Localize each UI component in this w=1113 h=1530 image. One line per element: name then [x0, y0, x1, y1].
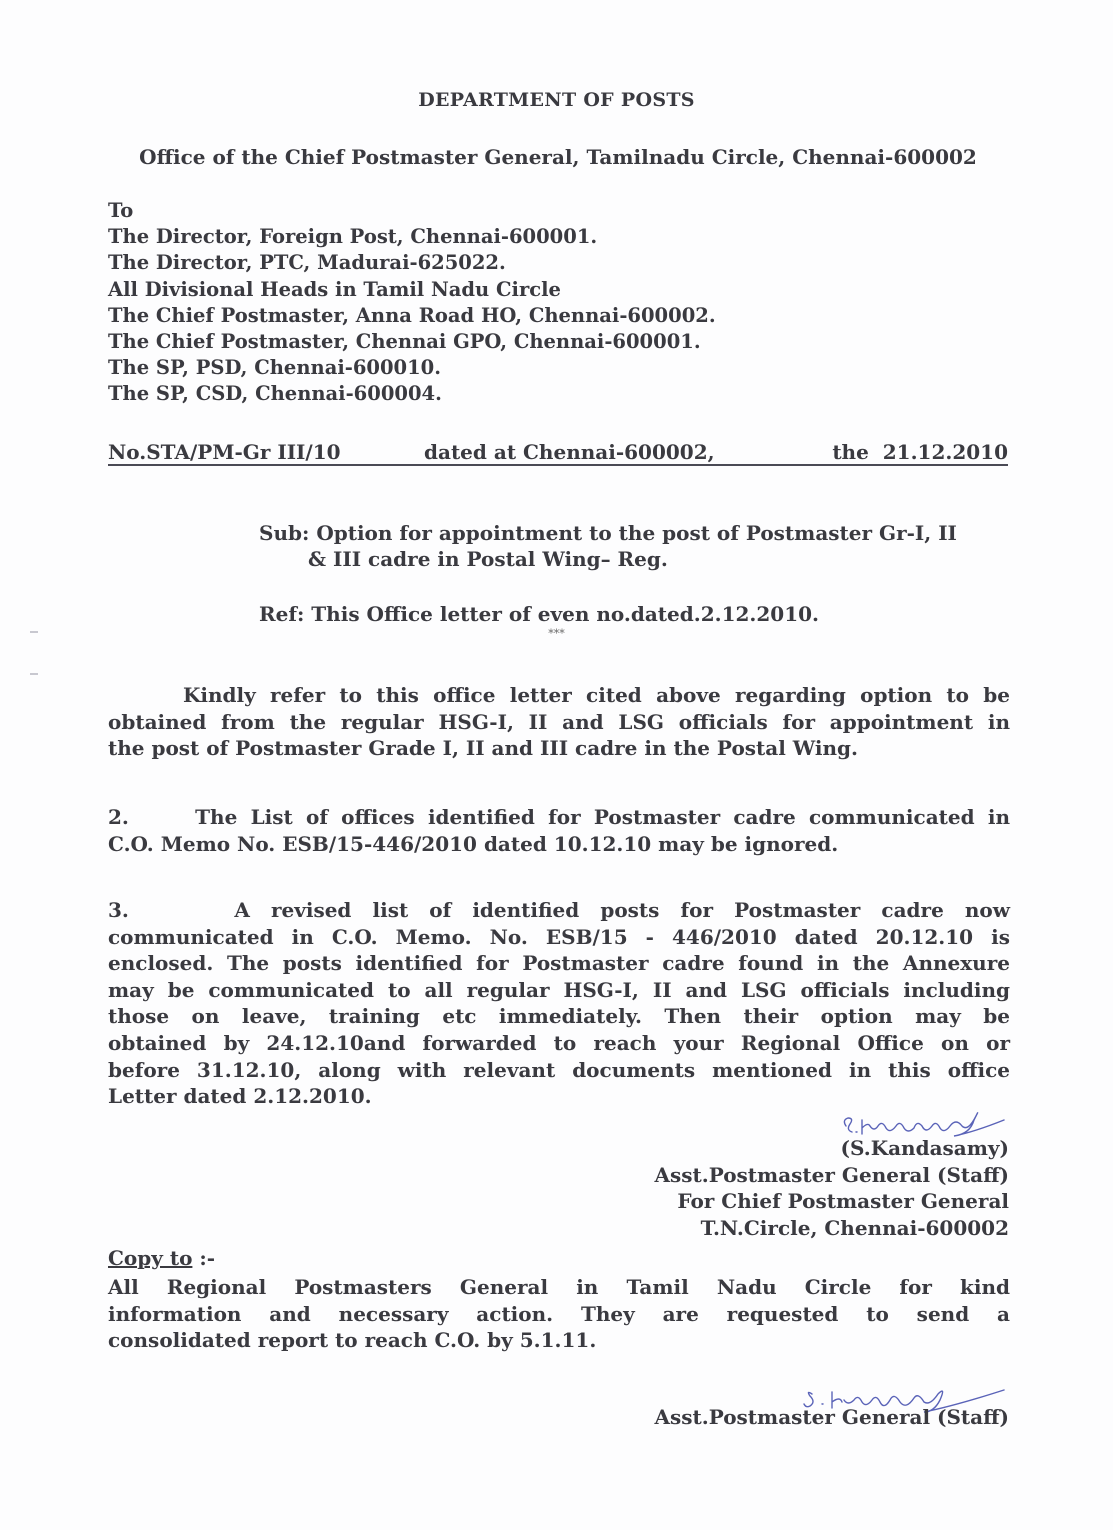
paragraph-line: information and necessary action. They are requested to send a — [108, 1301, 1010, 1326]
signatory-designation: Asst.Postmaster General (Staff) — [654, 1162, 1009, 1187]
reference-note: Ref: This Office letter of even no.dated.2.12.2010. — [259, 602, 819, 626]
office-heading: Office of the Chief Postmaster General, Tamilnadu Circle, Chennai-600002 — [139, 145, 977, 169]
paragraph-line: the post of Postmaster Grade I, II and III cadre in the Postal Wing. — [108, 736, 858, 761]
paragraph-line: All Regional Postmasters General in Tamil Nadu Circle for kind — [108, 1275, 1010, 1299]
paragraph-line: C.O. Memo No. ESB/15-446/2010 dated 10.12.10 may be ignored. — [108, 831, 839, 856]
copy-to-suffix: :- — [192, 1246, 216, 1270]
signatory-for-line: For Chief Postmaster General — [677, 1189, 1009, 1213]
paragraph-line: 3. A revised list of identified posts for Postmaster cadre now — [108, 898, 1010, 922]
recipient: The Chief Postmaster, Chennai GPO, Chennai-600001. — [108, 330, 701, 354]
subject-line: Sub: Option for appointment to the post of Postmaster Gr-I, II — [259, 521, 957, 545]
recipient: The SP, CSD, Chennai-600004. — [108, 382, 442, 406]
copy-to-label: Copy to — [108, 1246, 193, 1270]
paragraph-line: enclosed. The posts identified for Postmaster cadre found in the Annexure — [108, 951, 1010, 976]
paragraph-line: consolidated report to reach C.O. by 5.1.11. — [108, 1328, 597, 1353]
paragraph-line: obtained by 24.12.10and forwarded to reach your Regional Office on or — [108, 1030, 1010, 1055]
final-signatory: Asst.Postmaster General (Staff) — [654, 1405, 1009, 1429]
paragraph-line: 2. The List of offices identified for Postmaster cadre communicated in — [108, 805, 1010, 829]
subject — [259, 520, 957, 572]
recipient: All Divisional Heads in Tamil Nadu Circle — [108, 277, 561, 301]
dated-place: dated at Chennai-600002, — [424, 440, 715, 464]
copy-to-heading — [108, 1246, 215, 1270]
recipient: The Chief Postmaster, Anna Road HO, Chennai-600002. — [108, 303, 716, 327]
paragraph-line: before 31.12.10, along with relevant documents mentioned in this office — [108, 1057, 1010, 1082]
paragraph-line: may be communicated to all regular HSG-I, II and LSG officials including — [108, 977, 1010, 1002]
paragraph-line: Letter dated 2.12.2010. — [108, 1084, 372, 1109]
subject-line: & III cadre in Postal Wing– Reg. — [308, 547, 668, 571]
recipient: The Director, PTC, Madurai-625022. — [108, 251, 506, 275]
department-heading: DEPARTMENT OF POSTS — [418, 89, 695, 111]
recipient: The SP, PSD, Chennai-600010. — [108, 356, 442, 380]
recipient: The Director, Foreign Post, Chennai-600001. — [108, 225, 598, 249]
paragraph-line: obtained from the regular HSG-I, II and LSG officials for appointment in — [108, 709, 1010, 734]
separator: *** — [548, 627, 565, 640]
paragraph-line: Kindly refer to this office letter cited above regarding option to be — [183, 683, 1010, 707]
to-label: To — [108, 199, 134, 222]
paragraph-2 — [108, 804, 1010, 857]
reference-line — [108, 440, 1008, 466]
paragraph-1 — [108, 682, 1010, 762]
scan-mark — [30, 673, 38, 675]
letter-date: the 21.12.2010 — [832, 440, 1008, 464]
letter-number: No.STA/PM-Gr III/10 — [108, 440, 341, 464]
paragraph-3 — [108, 897, 1010, 1110]
signatory-name: (S.Kandasamy) — [840, 1136, 1009, 1160]
signatory-address: T.N.Circle, Chennai-600002 — [700, 1215, 1009, 1240]
paragraph-line: communicated in C.O. Memo. No. ESB/15 - 446/2010 dated 20.12.10 is — [108, 924, 1010, 949]
recipients-block — [108, 198, 716, 408]
paragraph-line: those on leave, training etc immediately. Then their option may be — [108, 1004, 1010, 1029]
signatory-block — [654, 1135, 1009, 1241]
copy-to-body — [108, 1274, 1010, 1354]
